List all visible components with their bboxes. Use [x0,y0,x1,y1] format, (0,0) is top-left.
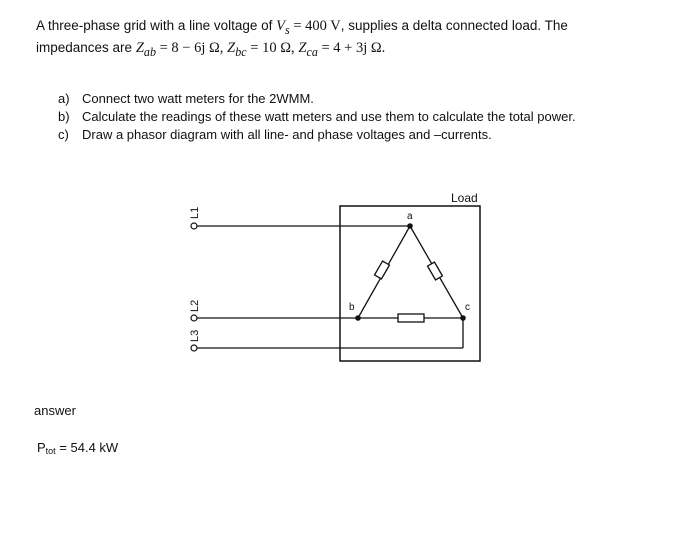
terminal-l1 [191,223,197,229]
node-c [460,315,466,321]
answer-label: answer [34,403,76,418]
impedance-zbc: $Z_{bc} = 10$ Ω, [227,39,295,59]
answer-value: $P_{tot} = 54.4$ kW [37,440,119,456]
problem-text: A three-phase grid with a line voltage of [36,18,273,33]
node-b [355,315,361,321]
impedance-zbc-box [398,314,424,322]
task-text: Connect two watt meters for the 2WMM. [82,91,314,106]
task-text: Draw a phasor diagram with all line- and phase voltages and –currents. [82,127,492,142]
terminal-l2 [191,315,197,321]
impedance-zab-box [375,261,390,279]
impedance-zca: $Z_{ca} = 4 + 3j$ Ω. [298,39,386,59]
node-label-a: a [407,211,413,222]
task-label: a) [58,91,70,106]
problem-text: impedances are [36,39,133,55]
node-label-b: b [349,302,355,313]
line-voltage-expression: $V_s = 400$ V [276,18,341,37]
terminal-l3 [191,345,197,351]
line-label-l2: L2 [189,299,201,312]
line-label-l1: L1 [189,206,201,219]
load-label: Load [451,191,478,205]
task-label: b) [58,109,70,124]
impedance-zca-box [428,262,443,280]
node-label-c: c [465,302,470,313]
line-label-l3: L3 [189,329,201,342]
task-label: c) [58,127,69,142]
impedance-zab: $Z_{ab} = 8 - 6j$ Ω, [135,39,224,59]
node-a [407,223,413,229]
problem-text: , supplies a delta connected load. The [340,18,568,33]
task-text: Calculate the readings of these watt meters and use them to calculate the total power. [82,109,576,124]
load-box [340,206,480,361]
